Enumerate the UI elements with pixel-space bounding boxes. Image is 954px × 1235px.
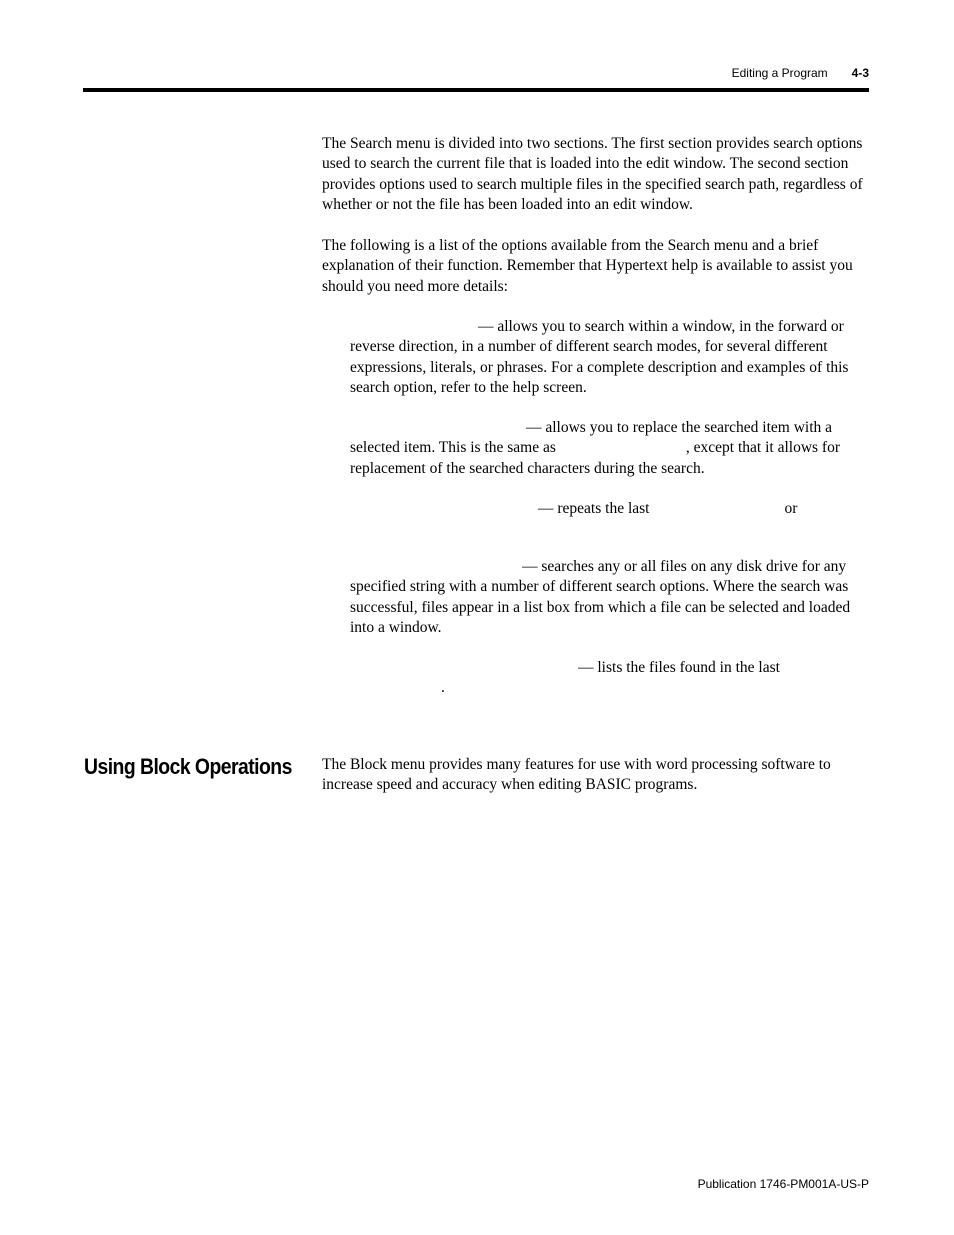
option-repeat-text-b: or — [784, 500, 798, 517]
block-paragraph: The Block menu provides many features for use with word processing software to increase speed and accuracy when editing BASIC programs. — [322, 756, 831, 794]
intro-paragraph-1: The Search menu is divided into two sections. The first section provides search options used to search the current file that is loaded into the edit window. The second section provides options used to search multiple files in the specified search path, regardless of whether or not the file has been loaded into an edit window. — [322, 135, 863, 214]
option-repeat-text-a: — repeats the last — [538, 500, 650, 517]
option-file-list-text-a: — lists the files found in the last — [578, 659, 780, 676]
option-file-find: — searches any or all files on any disk drive for any specified string with a number of different search options. Where the search was successful, files appear in a list box from which a file can be selected and loaded into a window. — [350, 558, 851, 637]
publication-footer: Publication 1746-PM001A-US-P — [697, 1177, 869, 1191]
running-header — [732, 66, 869, 80]
option-repeat — [350, 499, 870, 519]
section-heading: Using Block Operations — [84, 754, 292, 779]
option-replace — [350, 418, 870, 479]
option-file-list-text-b: . — [441, 679, 445, 696]
option-file-list — [350, 658, 870, 696]
intro-paragraph-2: The following is a list of the options available from the Search menu and a brief explanation of their function. Remember that Hypertext help is available to assist you should you need more details: — [322, 237, 853, 295]
header-section-title: Editing a Program — [731, 66, 828, 80]
option-find: — allows you to search within a window, in the forward or reverse direction, in a number of different search modes, for several different expressions, literals, or phrases. For a complete description and examples of this search option, refer to the help screen. — [350, 318, 849, 397]
option-replace-text-a: — allows you to replace the searched item with a selected item. This is the same as — [350, 419, 833, 457]
page-number: 4-3 — [851, 66, 869, 80]
header-rule — [83, 88, 869, 92]
option-replace-text-b: , except that it allows for replacement of the searched characters during the search. — [350, 439, 840, 477]
